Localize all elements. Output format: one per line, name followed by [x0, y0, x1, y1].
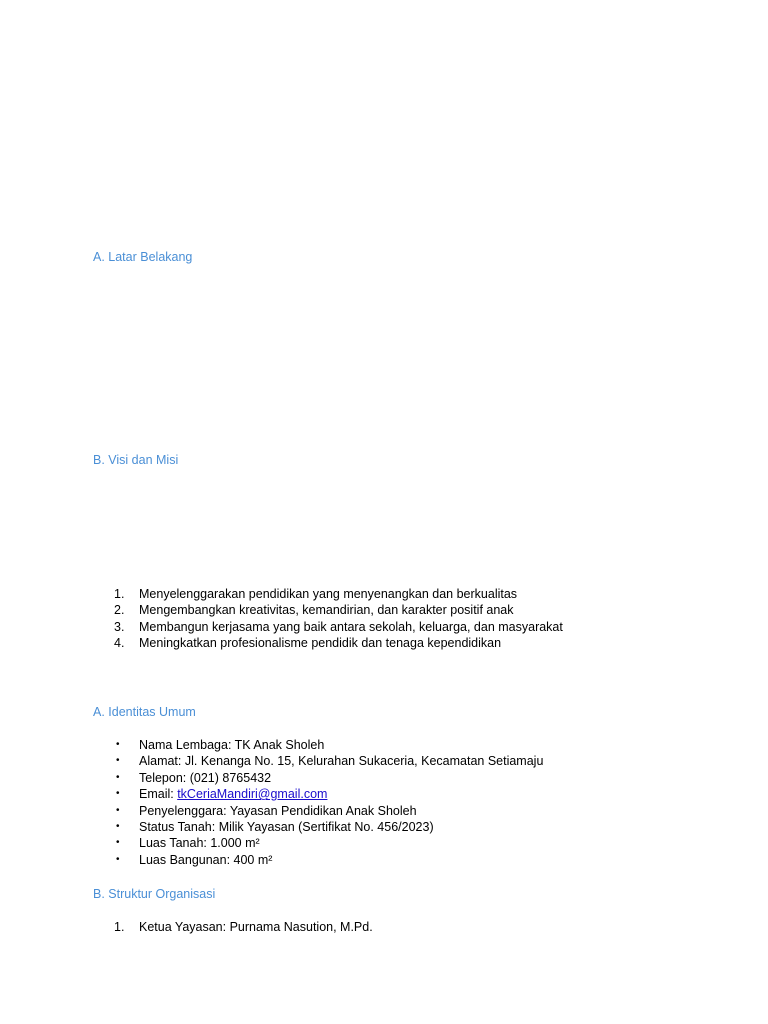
bullet-icon: • — [116, 820, 120, 832]
email-label: Email: — [139, 787, 178, 802]
misi-item-text: Meningkatkan profesionalisme pendidik dan tenaga kependidikan — [139, 636, 502, 651]
bullet-icon: • — [116, 804, 120, 816]
heading-identitas-umum: A. Identitas Umum — [93, 705, 196, 719]
luas-bangunan-text: Luas Bangunan: 400 m² — [139, 852, 273, 867]
luas-tanah-text: Luas Tanah: 1.000 m² — [139, 836, 260, 851]
heading-struktur-organisasi: B. Struktur Organisasi — [93, 887, 216, 901]
heading-latar-belakang: A. Latar Belakang — [93, 250, 193, 264]
bullet-icon: • — [116, 853, 120, 865]
misi-item-text: Mengembangkan kreativitas, kemandirian, dan karakter positif anak — [139, 603, 514, 618]
list-number: 1. — [114, 920, 125, 934]
misi-item-text: Membangun kerjasama yang baik antara sekolah, keluarga, dan masyarakat — [139, 619, 563, 634]
alamat-text: Alamat: Jl. Kenanga No. 15, Kelurahan Sukaceria, Kecamatan Setiamaju — [139, 754, 544, 769]
nama-lembaga-text: Nama Lembaga: TK Anak Sholeh — [139, 738, 325, 752]
heading-visi-misi: B. Visi dan Misi — [93, 453, 179, 467]
telepon-text: Telepon: (021) 8765432 — [139, 770, 272, 785]
status-tanah-text: Status Tanah: Milik Yayasan (Sertifikat No. 456/2023) — [139, 819, 434, 834]
list-number: 3. — [114, 619, 125, 634]
email-row — [139, 786, 327, 802]
penyelenggara-text: Penyelenggara: Yayasan Pendidikan Anak Sholeh — [139, 803, 417, 818]
struktur-item-text: Ketua Yayasan: Purnama Nasution, M.Pd. — [139, 920, 373, 934]
email-link[interactable]: tkCeriaMandiri@gmail.com — [177, 787, 328, 802]
bullet-icon: • — [116, 788, 120, 800]
bullet-icon: • — [116, 755, 120, 767]
list-number: 1. — [114, 587, 125, 601]
list-number: 2. — [114, 603, 125, 618]
bullet-icon: • — [116, 837, 120, 849]
bullet-icon: • — [116, 739, 120, 750]
bullet-icon: • — [116, 771, 120, 783]
list-number: 4. — [114, 636, 125, 651]
misi-item-text: Menyelenggarakan pendidikan yang menyenangkan dan berkualitas — [139, 587, 518, 601]
